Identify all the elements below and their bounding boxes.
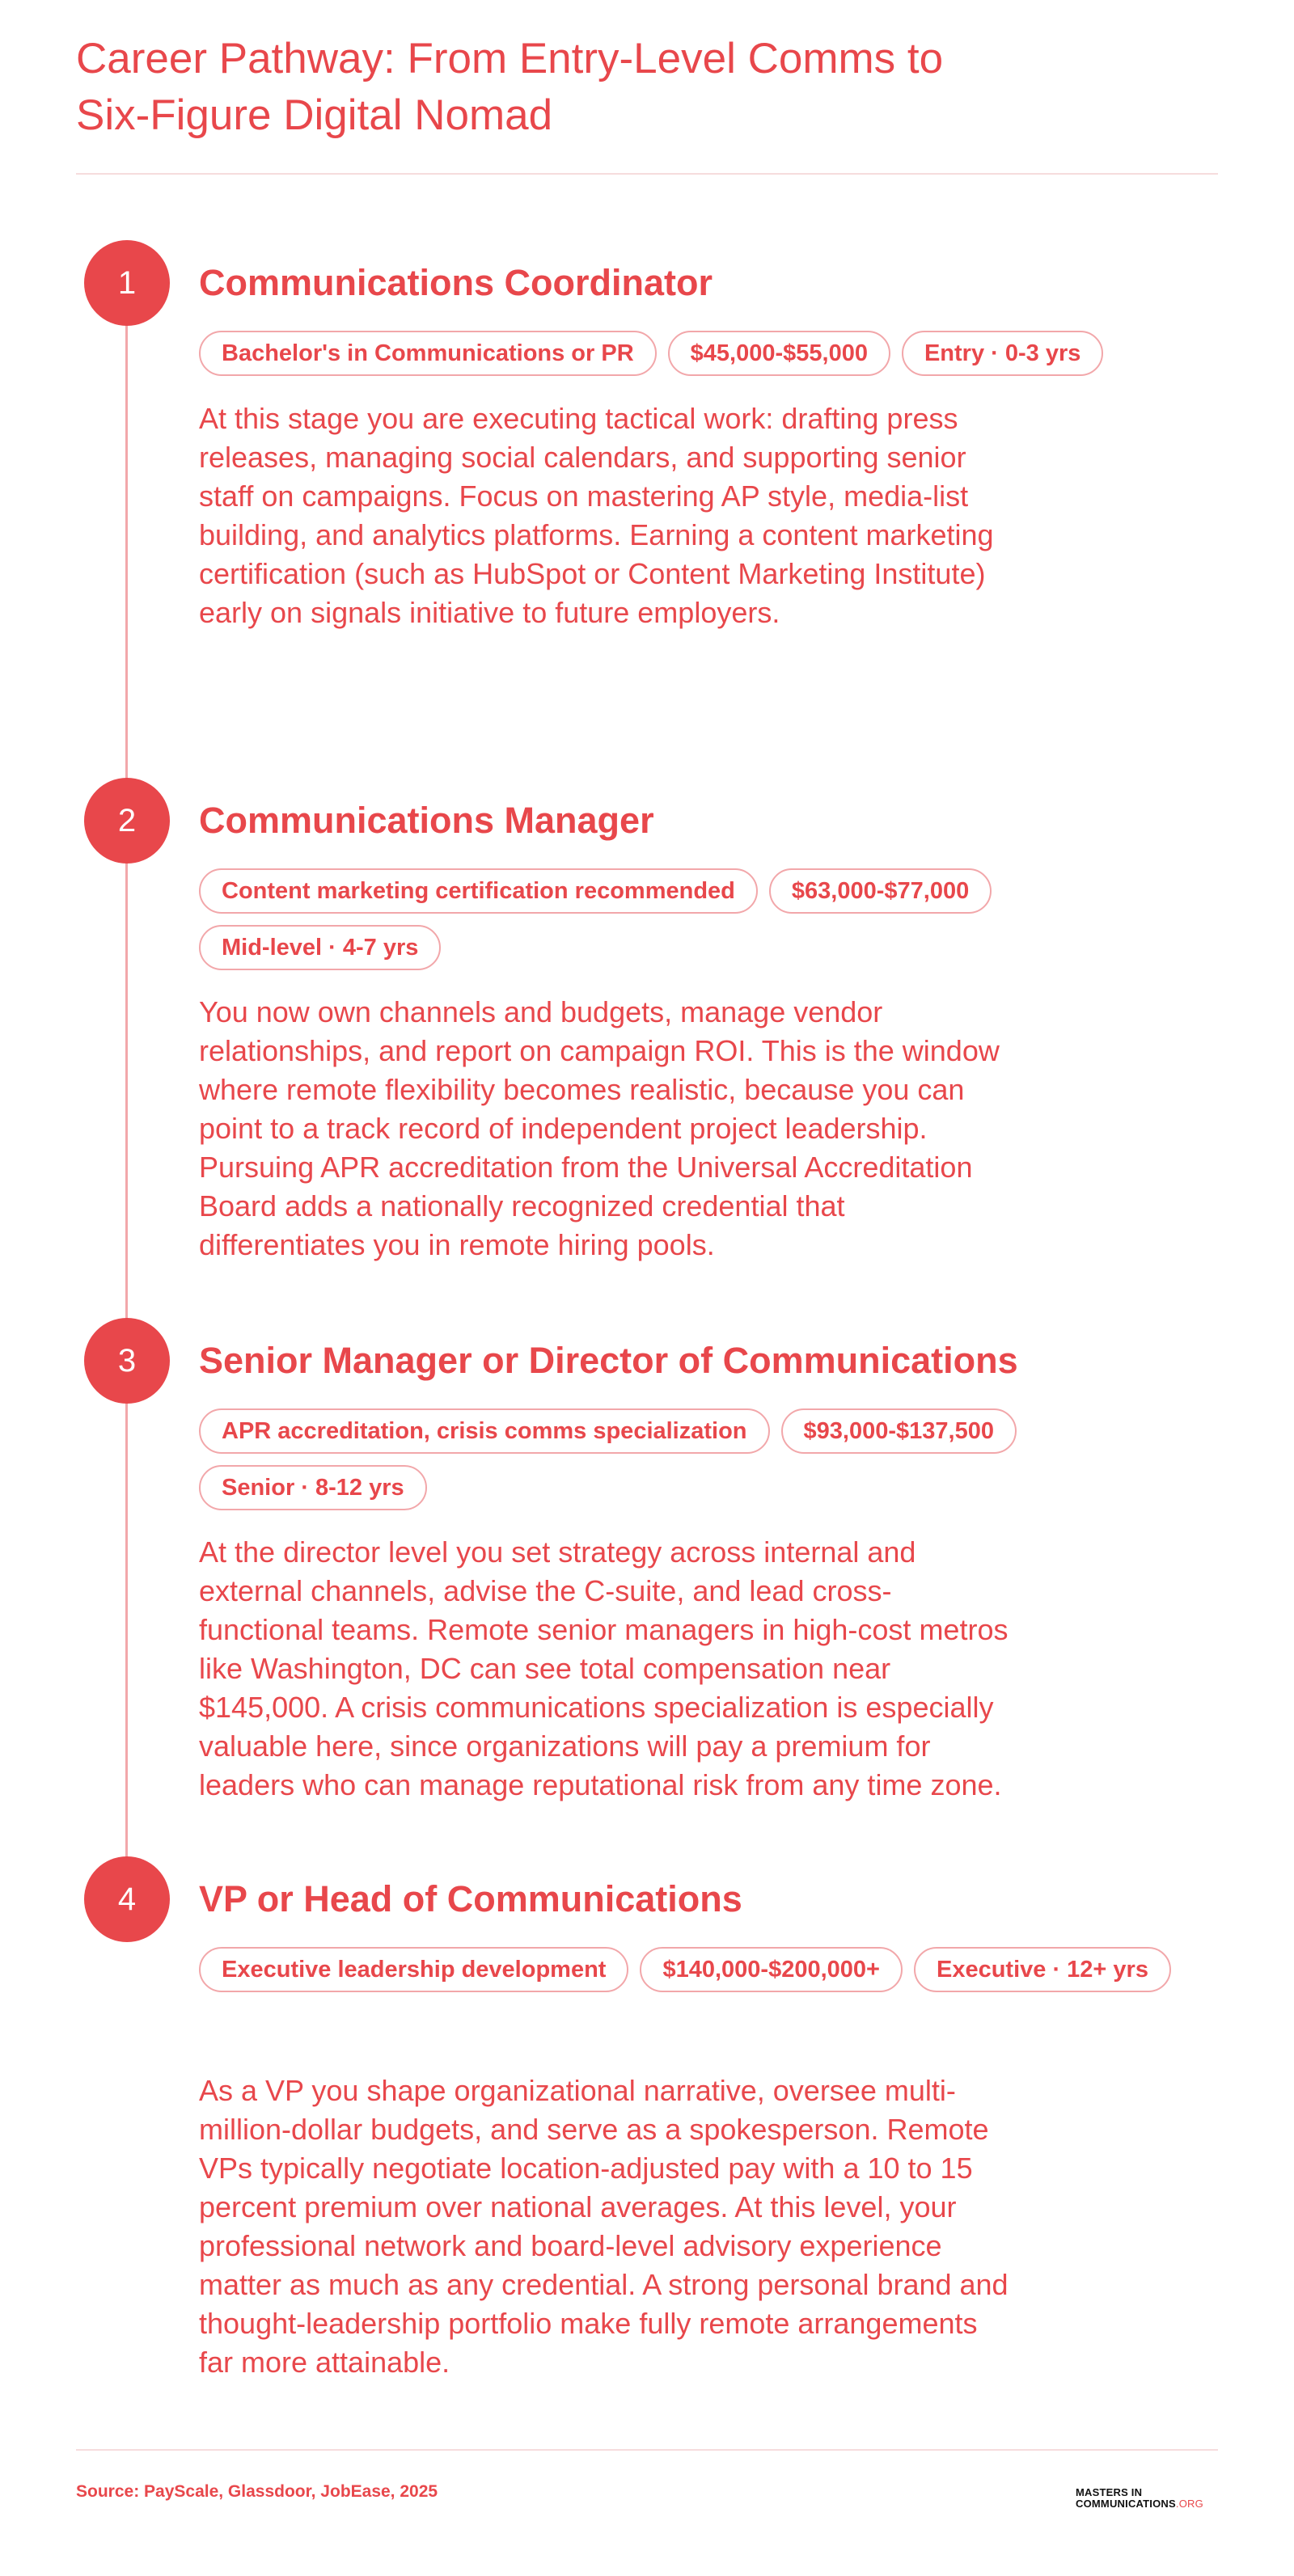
salary-pill: $140,000-$200,000+ <box>640 1947 903 1992</box>
level-pill: Mid-level · 4-7 yrs <box>199 925 441 970</box>
stage-3-title: Senior Manager or Director of Communications <box>199 1340 1018 1381</box>
salary-pill: $63,000-$77,000 <box>769 868 992 914</box>
brand-logo <box>1076 2487 1218 2510</box>
stage-4-title: VP or Head of Communications <box>199 1878 742 1919</box>
brand-line-1: MASTERS IN <box>1076 2486 1143 2498</box>
stage-3-tags <box>199 1408 1194 1510</box>
timeline-line <box>125 283 128 1876</box>
stage-2-marker: 2 <box>84 778 170 864</box>
credential-pill: APR accreditation, crisis comms specialization <box>199 1408 770 1454</box>
stage-4-description: As a VP you shape organizational narrative, oversee multi-million-dollar budgets, and serve as a spokesperson. Remote VPs typically negotiate location-adjusted pay with a 10 to 15 percent premium over national averages. At this level, your professional network and board-level advisory experience matter as much as any credential. A strong personal brand and thought-leadership portfolio make fully remote arrangements far more attainable. <box>199 2074 1009 2379</box>
stage-4-tags <box>199 1947 1194 1992</box>
stage-2-title: Communications Manager <box>199 800 654 841</box>
credential-pill: Content marketing certification recommended <box>199 868 758 914</box>
stage-4-marker: 4 <box>84 1856 170 1942</box>
brand-name: COMMUNICATIONS <box>1076 2498 1176 2510</box>
brand-suffix: .ORG <box>1175 2498 1203 2510</box>
level-pill: Senior · 8-12 yrs <box>199 1465 427 1510</box>
salary-pill: $45,000-$55,000 <box>668 331 890 376</box>
credential-pill: Executive leadership development <box>199 1947 628 1992</box>
stage-1-marker: 1 <box>84 240 170 326</box>
stage-1-title: Communications Coordinator <box>199 262 713 303</box>
brand-line-2 <box>1076 2498 1218 2510</box>
stage-1-description: At this stage you are executing tactical work: drafting press releases, managing social calendars, and supporting senior staff on campaigns. Focus on mastering AP style, media-list building, and analytics platforms. Earning a content marketing certification (such as HubSpot or Content Marketing Institute) early on signals initiative to future employers. <box>199 402 994 629</box>
stage-3-marker: 3 <box>84 1318 170 1404</box>
page-title-line-2: Six-Figure Digital Nomad <box>76 91 553 139</box>
stage-3-description: At the director level you set strategy across internal and external channels, advise the C-suite, and lead cross-functional teams. Remote senior managers in high-cost metros like Washington, DC can see total compensation near $145,000. A crisis communications specialization is especially valuable here, since organizations will pay a premium for leaders who can manage reputational risk from any time zone. <box>199 1535 1009 1801</box>
stage-1-tags <box>199 331 1194 376</box>
footer-divider <box>76 2449 1218 2451</box>
page-title <box>76 31 1047 144</box>
source-note: Source: PayScale, Glassdoor, JobEase, 2025 <box>76 2482 438 2501</box>
stage-2-description: You now own channels and budgets, manage vendor relationships, and report on campaign ROI. This is the window where remote flexibility becomes realistic, because you can point to a track record of independent project leadership. Pursuing APR accreditation from the Universal Accreditation Board adds a nationally recognized credential that differentiates you in remote hiring pools. <box>199 995 1000 1261</box>
page-title-line-1: Career Pathway: From Entry-Level Comms to <box>76 35 944 82</box>
level-pill: Executive · 12+ yrs <box>914 1947 1171 1992</box>
salary-pill: $93,000-$137,500 <box>781 1408 1017 1454</box>
stage-2-tags <box>199 868 1194 970</box>
header-divider <box>76 173 1218 175</box>
credential-pill: Bachelor's in Communications or PR <box>199 331 657 376</box>
level-pill: Entry · 0-3 yrs <box>902 331 1103 376</box>
